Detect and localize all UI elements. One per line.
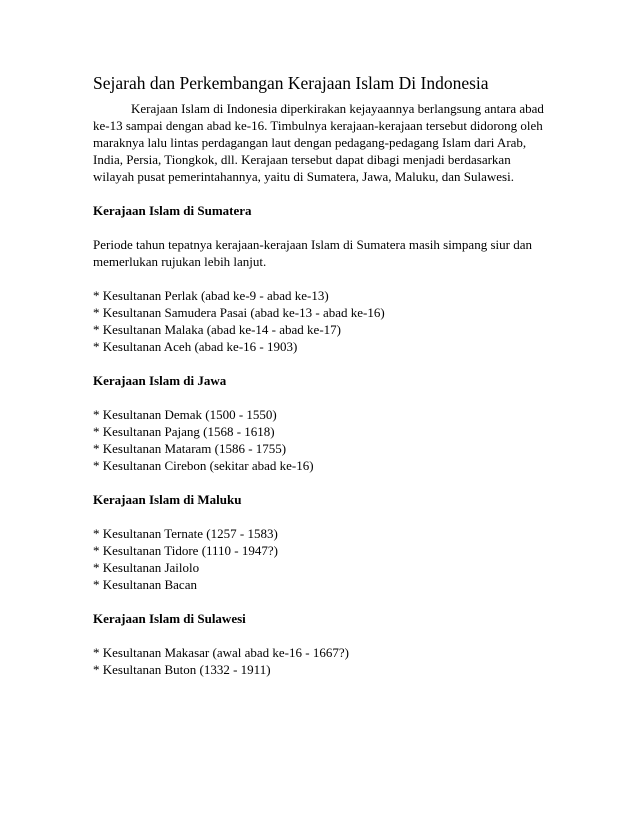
list-item: * Kesultanan Ternate (1257 - 1583) [93,526,278,541]
section-jawa [93,372,553,474]
list-item: * Kesultanan Makasar (awal abad ke-16 - 1667?) [93,645,349,660]
section-sulawesi [93,610,553,678]
list-item: * Kesultanan Jailolo [93,560,200,575]
list-item: * Kesultanan Samudera Pasai (abad ke-13 - abad ke-16) [93,305,385,320]
list-item: * Kesultanan Mataram (1586 - 1755) [93,441,287,456]
document-body [93,72,553,678]
list-item: * Kesultanan Buton (1332 - 1911) [93,662,271,677]
section-heading: Kerajaan Islam di Maluku [93,492,242,507]
sultanate-list [93,287,553,355]
section-heading: Kerajaan Islam di Sulawesi [93,611,246,626]
list-item: * Kesultanan Perlak (abad ke-9 - abad ke-13) [93,288,329,303]
section-sumatera [93,202,553,355]
section-note: Periode tahun tepatnya kerajaan-kerajaan Islam di Sumatera masih simpang siur dan memerlukan rujukan lebih lanjut. [93,237,532,269]
list-item: * Kesultanan Tidore (1110 - 1947?) [93,543,278,558]
list-item: * Kesultanan Demak (1500 - 1550) [93,407,277,422]
list-item: * Kesultanan Cirebon (sekitar abad ke-16) [93,458,314,473]
sultanate-list [93,406,553,474]
list-item: * Kesultanan Malaka (abad ke-14 - abad ke-17) [93,322,341,337]
list-item: * Kesultanan Aceh (abad ke-16 - 1903) [93,339,298,354]
document-title: Sejarah dan Perkembangan Kerajaan Islam Di Indonesia [93,73,489,93]
list-item: * Kesultanan Bacan [93,577,197,592]
sultanate-list [93,525,553,593]
sultanate-list [93,644,553,678]
section-heading: Kerajaan Islam di Jawa [93,373,227,388]
intro-paragraph: Kerajaan Islam di Indonesia diperkirakan kejayaannya berlangsung antara abad ke-13 sampai dengan abad ke-16. Timbulnya kerajaan-kerajaan tersebut didorong oleh maraknya lalu lintas perdagangan laut dengan pedagang-pedagang Islam dari Arab, India, Persia, Tiongkok, dll. Kerajaan tersebut dapat dibagi menjadi berdasarkan wilayah pusat pemerintahannya, yaitu di Sumatera, Jawa, Maluku, dan Sulawesi. [93,101,544,184]
list-item: * Kesultanan Pajang (1568 - 1618) [93,424,275,439]
section-maluku [93,491,553,593]
section-heading: Kerajaan Islam di Sumatera [93,203,252,218]
